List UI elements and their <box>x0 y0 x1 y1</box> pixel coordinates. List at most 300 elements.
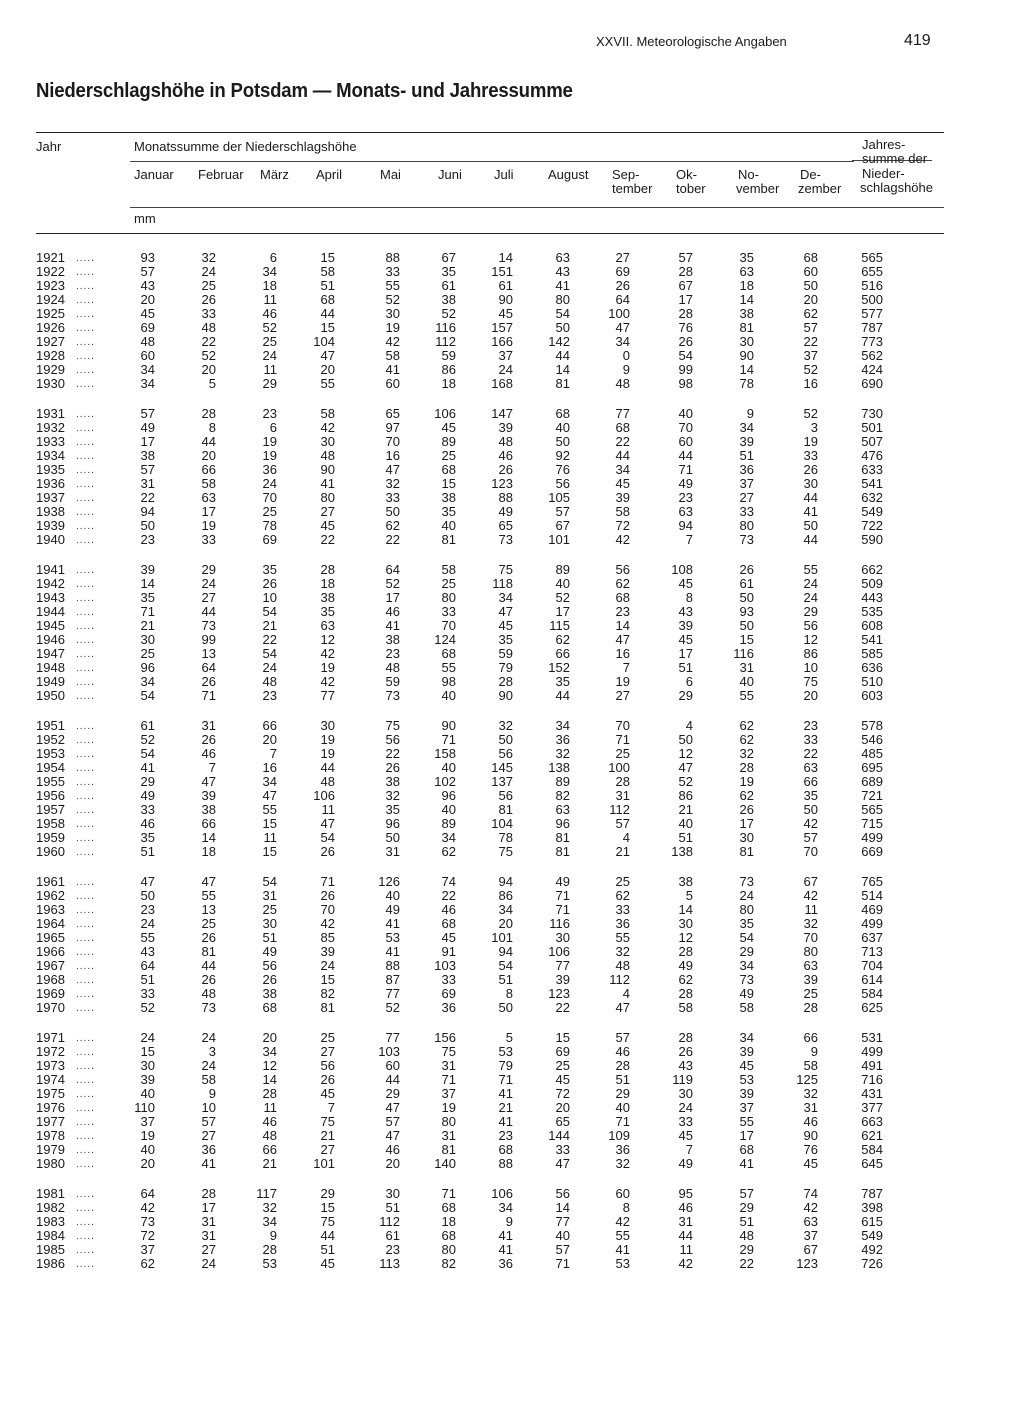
row-month-value: 57 <box>803 830 818 845</box>
row-leader-dots: ..... <box>76 877 95 888</box>
row-leader-dots: ..... <box>76 565 95 576</box>
row-month-value: 90 <box>320 462 335 477</box>
row-month-value: 50 <box>803 278 818 293</box>
row-annual-total: 469 <box>861 902 883 917</box>
row-month-value: 22 <box>385 746 400 761</box>
row-month-value: 55 <box>615 1228 630 1243</box>
row-month-value: 52 <box>385 1000 400 1015</box>
row-month-value: 71 <box>320 874 335 889</box>
row-month-value: 23 <box>498 1128 513 1143</box>
month-header-november-1: No- <box>738 167 759 182</box>
row-month-value: 28 <box>262 1086 277 1101</box>
row-month-value: 20 <box>262 732 277 747</box>
row-month-value: 44 <box>678 1228 693 1243</box>
row-month-value: 64 <box>201 660 216 675</box>
row-month-value: 54 <box>555 306 570 321</box>
row-month-value: 19 <box>262 434 277 449</box>
row-month-value: 15 <box>140 1044 155 1059</box>
row-month-value: 24 <box>678 1100 693 1115</box>
row-month-value: 26 <box>201 972 216 987</box>
row-month-value: 30 <box>262 916 277 931</box>
row-month-value: 54 <box>678 348 693 363</box>
row-year: 1945 <box>36 618 65 633</box>
row-month-value: 59 <box>441 348 456 363</box>
row-month-value: 17 <box>678 646 693 661</box>
row-month-value: 31 <box>201 1214 216 1229</box>
row-month-value: 41 <box>803 504 818 519</box>
row-annual-total: 549 <box>861 504 883 519</box>
row-month-value: 123 <box>548 986 570 1001</box>
row-month-value: 34 <box>140 674 155 689</box>
row-month-value: 58 <box>320 264 335 279</box>
row-month-value: 24 <box>320 958 335 973</box>
section-header: XXVII. Meteorologische Angaben <box>596 34 787 49</box>
row-month-value: 58 <box>441 562 456 577</box>
row-month-value: 31 <box>739 660 754 675</box>
row-leader-dots: ..... <box>76 493 95 504</box>
row-month-value: 40 <box>441 760 456 775</box>
row-month-value: 28 <box>262 1242 277 1257</box>
row-month-value: 45 <box>678 1128 693 1143</box>
row-month-value: 44 <box>201 958 216 973</box>
row-month-value: 8 <box>685 590 693 605</box>
row-annual-total: 608 <box>861 618 883 633</box>
row-month-value: 51 <box>615 1072 630 1087</box>
row-month-value: 33 <box>615 902 630 917</box>
row-year: 1973 <box>36 1058 65 1073</box>
row-month-value: 40 <box>615 1100 630 1115</box>
row-month-value: 44 <box>320 760 335 775</box>
row-month-value: 82 <box>320 986 335 1001</box>
row-year: 1922 <box>36 264 65 279</box>
row-month-value: 29 <box>739 1242 754 1257</box>
row-month-value: 70 <box>678 420 693 435</box>
header-year: Jahr <box>36 139 62 154</box>
row-leader-dots: ..... <box>76 1259 95 1270</box>
row-leader-dots: ..... <box>76 423 95 434</box>
row-month-value: 41 <box>555 278 570 293</box>
row-month-value: 19 <box>140 1128 155 1143</box>
row-annual-total: 541 <box>861 476 883 491</box>
row-month-value: 42 <box>140 1200 155 1215</box>
row-month-value: 49 <box>739 986 754 1001</box>
row-month-value: 56 <box>498 788 513 803</box>
row-annual-total: 531 <box>861 1030 883 1045</box>
row-annual-total: 584 <box>861 1142 883 1157</box>
row-month-value: 37 <box>140 1114 155 1129</box>
row-month-value: 63 <box>678 504 693 519</box>
row-month-value: 58 <box>803 1058 818 1073</box>
row-month-value: 48 <box>385 660 400 675</box>
row-month-value: 81 <box>498 802 513 817</box>
row-month-value: 50 <box>803 518 818 533</box>
row-month-value: 31 <box>201 718 216 733</box>
row-month-value: 35 <box>140 830 155 845</box>
row-leader-dots: ..... <box>76 1131 95 1142</box>
row-month-value: 48 <box>262 1128 277 1143</box>
row-year: 1963 <box>36 902 65 917</box>
row-annual-total: 510 <box>861 674 883 689</box>
row-month-value: 53 <box>385 930 400 945</box>
row-month-value: 96 <box>140 660 155 675</box>
row-month-value: 68 <box>441 462 456 477</box>
month-header-april: April <box>316 167 343 182</box>
row-month-value: 103 <box>378 1044 400 1059</box>
row-month-value: 17 <box>739 816 754 831</box>
row-month-value: 80 <box>739 902 754 917</box>
row-month-value: 56 <box>555 476 570 491</box>
row-month-value: 19 <box>320 660 335 675</box>
row-month-value: 70 <box>262 490 277 505</box>
row-month-value: 33 <box>555 1142 570 1157</box>
row-month-value: 96 <box>441 788 456 803</box>
row-month-value: 81 <box>320 1000 335 1015</box>
row-month-value: 37 <box>803 348 818 363</box>
row-month-value: 41 <box>615 1242 630 1257</box>
row-month-value: 73 <box>385 688 400 703</box>
row-month-value: 15 <box>441 476 456 491</box>
row-month-value: 48 <box>262 674 277 689</box>
month-header-juli: Juli <box>494 167 514 182</box>
row-annual-total: 662 <box>861 562 883 577</box>
row-month-value: 44 <box>320 306 335 321</box>
row-month-value: 57 <box>615 816 630 831</box>
row-annual-total: 773 <box>861 334 883 349</box>
row-month-value: 77 <box>385 986 400 1001</box>
header-monthly: Monatssumme der Niederschlagshöhe <box>134 139 357 154</box>
row-month-value: 108 <box>671 562 693 577</box>
row-month-value: 80 <box>320 490 335 505</box>
row-annual-total: 443 <box>861 590 883 605</box>
row-month-value: 119 <box>672 1072 693 1087</box>
row-month-value: 47 <box>262 788 277 803</box>
row-month-value: 138 <box>671 844 693 859</box>
row-month-value: 52 <box>140 732 155 747</box>
row-month-value: 90 <box>803 1128 818 1143</box>
row-month-value: 22 <box>201 334 216 349</box>
row-month-value: 58 <box>678 1000 693 1015</box>
row-month-value: 7 <box>327 1100 335 1115</box>
row-month-value: 27 <box>615 250 630 265</box>
row-month-value: 80 <box>441 1114 456 1129</box>
row-month-value: 24 <box>262 660 277 675</box>
row-annual-total: 514 <box>861 888 883 903</box>
row-year: 1949 <box>36 674 65 689</box>
row-annual-total: 721 <box>861 788 883 803</box>
row-month-value: 40 <box>739 674 754 689</box>
row-year: 1978 <box>36 1128 65 1143</box>
row-annual-total: 689 <box>861 774 883 789</box>
row-month-value: 53 <box>739 1072 754 1087</box>
row-month-value: 39 <box>739 434 754 449</box>
row-leader-dots: ..... <box>76 1231 95 1242</box>
row-month-value: 34 <box>262 1214 277 1229</box>
row-month-value: 62 <box>739 732 754 747</box>
row-month-value: 32 <box>615 1156 630 1171</box>
row-month-value: 75 <box>320 1114 335 1129</box>
row-year: 1980 <box>36 1156 65 1171</box>
row-month-value: 42 <box>615 1214 630 1229</box>
row-month-value: 31 <box>615 788 630 803</box>
row-month-value: 30 <box>140 632 155 647</box>
row-month-value: 32 <box>555 746 570 761</box>
row-month-value: 117 <box>256 1186 277 1201</box>
row-month-value: 94 <box>498 874 513 889</box>
row-month-value: 3 <box>208 1044 216 1059</box>
row-annual-total: 655 <box>861 264 883 279</box>
row-month-value: 28 <box>320 562 335 577</box>
row-month-value: 77 <box>385 1030 400 1045</box>
row-annual-total: 499 <box>861 916 883 931</box>
row-year: 1962 <box>36 888 65 903</box>
row-month-value: 40 <box>140 1142 155 1157</box>
row-annual-total: 516 <box>861 278 883 293</box>
row-year: 1926 <box>36 320 65 335</box>
row-month-value: 30 <box>140 1058 155 1073</box>
row-month-value: 39 <box>615 490 630 505</box>
row-month-value: 8 <box>505 986 513 1001</box>
row-month-value: 118 <box>492 576 513 591</box>
row-month-value: 86 <box>498 888 513 903</box>
row-leader-dots: ..... <box>76 323 95 334</box>
row-month-value: 20 <box>803 688 818 703</box>
row-month-value: 70 <box>385 434 400 449</box>
month-header-juni: Juni <box>438 167 462 182</box>
row-month-value: 19 <box>385 320 400 335</box>
row-month-value: 19 <box>615 674 630 689</box>
row-month-value: 24 <box>262 476 277 491</box>
row-year: 1946 <box>36 632 65 647</box>
row-month-value: 69 <box>615 264 630 279</box>
row-month-value: 33 <box>385 490 400 505</box>
row-month-value: 86 <box>441 362 456 377</box>
row-month-value: 32 <box>803 1086 818 1101</box>
row-month-value: 79 <box>498 660 513 675</box>
row-month-value: 39 <box>201 788 216 803</box>
row-year: 1925 <box>36 306 65 321</box>
row-year: 1923 <box>36 278 65 293</box>
row-month-value: 29 <box>678 688 693 703</box>
row-month-value: 54 <box>140 688 155 703</box>
row-month-value: 44 <box>678 448 693 463</box>
row-month-value: 32 <box>385 476 400 491</box>
row-year: 1970 <box>36 1000 65 1015</box>
row-month-value: 54 <box>320 830 335 845</box>
row-annual-total: 507 <box>861 434 883 449</box>
row-month-value: 44 <box>803 490 818 505</box>
row-leader-dots: ..... <box>76 777 95 788</box>
row-month-value: 49 <box>678 476 693 491</box>
row-month-value: 21 <box>615 844 630 859</box>
row-month-value: 36 <box>615 1142 630 1157</box>
row-month-value: 55 <box>615 930 630 945</box>
row-month-value: 23 <box>140 532 155 547</box>
row-month-value: 68 <box>441 646 456 661</box>
row-month-value: 104 <box>491 816 513 831</box>
row-month-value: 26 <box>320 888 335 903</box>
row-month-value: 27 <box>320 1044 335 1059</box>
row-month-value: 60 <box>678 434 693 449</box>
row-month-value: 35 <box>140 590 155 605</box>
row-month-value: 45 <box>498 618 513 633</box>
row-month-value: 103 <box>434 958 456 973</box>
row-month-value: 68 <box>615 420 630 435</box>
row-leader-dots: ..... <box>76 961 95 972</box>
row-year: 1957 <box>36 802 65 817</box>
row-leader-dots: ..... <box>76 309 95 320</box>
row-month-value: 40 <box>441 802 456 817</box>
row-month-value: 64 <box>140 1186 155 1201</box>
row-month-value: 20 <box>262 1030 277 1045</box>
row-month-value: 38 <box>739 306 754 321</box>
row-month-value: 48 <box>615 376 630 391</box>
row-month-value: 17 <box>201 504 216 519</box>
row-month-value: 27 <box>615 688 630 703</box>
row-month-value: 26 <box>498 462 513 477</box>
row-annual-total: 787 <box>861 320 883 335</box>
row-month-value: 47 <box>385 1100 400 1115</box>
row-month-value: 51 <box>678 830 693 845</box>
row-month-value: 44 <box>201 434 216 449</box>
row-month-value: 32 <box>262 1200 277 1215</box>
row-month-value: 36 <box>615 916 630 931</box>
row-year: 1986 <box>36 1256 65 1271</box>
row-month-value: 68 <box>555 406 570 421</box>
row-month-value: 25 <box>615 874 630 889</box>
row-month-value: 41 <box>739 1156 754 1171</box>
row-leader-dots: ..... <box>76 805 95 816</box>
row-month-value: 50 <box>385 830 400 845</box>
row-year: 1955 <box>36 774 65 789</box>
row-month-value: 23 <box>385 646 400 661</box>
row-month-value: 15 <box>555 1030 570 1045</box>
row-month-value: 12 <box>262 1058 277 1073</box>
row-month-value: 7 <box>622 660 630 675</box>
row-month-value: 33 <box>441 972 456 987</box>
row-month-value: 41 <box>498 1114 513 1129</box>
row-month-value: 40 <box>385 888 400 903</box>
row-month-value: 36 <box>201 1142 216 1157</box>
row-month-value: 46 <box>498 448 513 463</box>
row-month-value: 142 <box>548 334 570 349</box>
row-month-value: 13 <box>201 902 216 917</box>
row-month-value: 26 <box>320 1072 335 1087</box>
row-month-value: 67 <box>678 278 693 293</box>
row-year: 1936 <box>36 476 65 491</box>
row-annual-total: 695 <box>861 760 883 775</box>
row-month-value: 71 <box>498 1072 513 1087</box>
row-month-value: 50 <box>555 320 570 335</box>
row-month-value: 35 <box>262 562 277 577</box>
row-month-value: 14 <box>262 1072 277 1087</box>
row-month-value: 80 <box>739 518 754 533</box>
row-month-value: 15 <box>320 320 335 335</box>
row-month-value: 52 <box>140 1000 155 1015</box>
row-leader-dots: ..... <box>76 975 95 986</box>
row-month-value: 66 <box>262 718 277 733</box>
row-annual-total: 565 <box>861 802 883 817</box>
row-leader-dots: ..... <box>76 295 95 306</box>
row-month-value: 72 <box>140 1228 155 1243</box>
row-month-value: 78 <box>498 830 513 845</box>
row-month-value: 14 <box>739 362 754 377</box>
row-leader-dots: ..... <box>76 833 95 844</box>
row-month-value: 24 <box>201 576 216 591</box>
row-month-value: 81 <box>555 830 570 845</box>
row-year: 1974 <box>36 1072 65 1087</box>
row-month-value: 68 <box>739 1142 754 1157</box>
row-month-value: 5 <box>208 376 216 391</box>
month-header-januar: Januar <box>134 167 174 182</box>
row-month-value: 49 <box>498 504 513 519</box>
row-month-value: 33 <box>140 986 155 1001</box>
month-header-dezember-1: De- <box>800 167 821 182</box>
row-month-value: 24 <box>262 348 277 363</box>
row-month-value: 30 <box>678 1086 693 1101</box>
row-month-value: 45 <box>140 306 155 321</box>
row-annual-total: 715 <box>861 816 883 831</box>
row-month-value: 45 <box>320 1086 335 1101</box>
row-leader-dots: ..... <box>76 1245 95 1256</box>
row-month-value: 90 <box>498 292 513 307</box>
row-month-value: 35 <box>498 632 513 647</box>
row-month-value: 81 <box>739 320 754 335</box>
row-month-value: 74 <box>803 1186 818 1201</box>
row-month-value: 73 <box>201 618 216 633</box>
row-month-value: 48 <box>320 774 335 789</box>
row-month-value: 55 <box>320 376 335 391</box>
row-month-value: 63 <box>803 958 818 973</box>
row-month-value: 56 <box>803 618 818 633</box>
row-month-value: 38 <box>262 986 277 1001</box>
page-title: Niederschlagshöhe in Potsdam — Monats- und Jahressumme <box>36 80 573 102</box>
row-month-value: 71 <box>441 1072 456 1087</box>
row-month-value: 55 <box>262 802 277 817</box>
row-year: 1951 <box>36 718 65 733</box>
row-year: 1942 <box>36 576 65 591</box>
row-month-value: 35 <box>441 504 456 519</box>
row-month-value: 71 <box>441 732 456 747</box>
row-month-value: 38 <box>441 490 456 505</box>
row-month-value: 51 <box>739 1214 754 1229</box>
row-month-value: 36 <box>441 1000 456 1015</box>
month-header-september-2: tember <box>612 181 653 196</box>
row-month-value: 7 <box>685 532 693 547</box>
row-annual-total: 546 <box>861 732 883 747</box>
row-month-value: 4 <box>685 718 693 733</box>
row-month-value: 60 <box>803 264 818 279</box>
row-month-value: 28 <box>678 264 693 279</box>
row-annual-total: 541 <box>861 632 883 647</box>
row-month-value: 39 <box>140 562 155 577</box>
row-month-value: 53 <box>498 1044 513 1059</box>
row-annual-total: 499 <box>861 830 883 845</box>
row-month-value: 39 <box>739 1086 754 1101</box>
row-month-value: 24 <box>201 1256 216 1271</box>
row-month-value: 26 <box>262 972 277 987</box>
row-month-value: 68 <box>320 292 335 307</box>
month-header-august: August <box>548 167 589 182</box>
row-month-value: 42 <box>803 888 818 903</box>
row-annual-total: 476 <box>861 448 883 463</box>
row-month-value: 7 <box>685 1142 693 1157</box>
row-month-value: 55 <box>441 660 456 675</box>
row-month-value: 46 <box>262 1114 277 1129</box>
row-month-value: 18 <box>320 576 335 591</box>
row-month-value: 33 <box>739 504 754 519</box>
row-month-value: 34 <box>140 362 155 377</box>
row-month-value: 19 <box>320 732 335 747</box>
